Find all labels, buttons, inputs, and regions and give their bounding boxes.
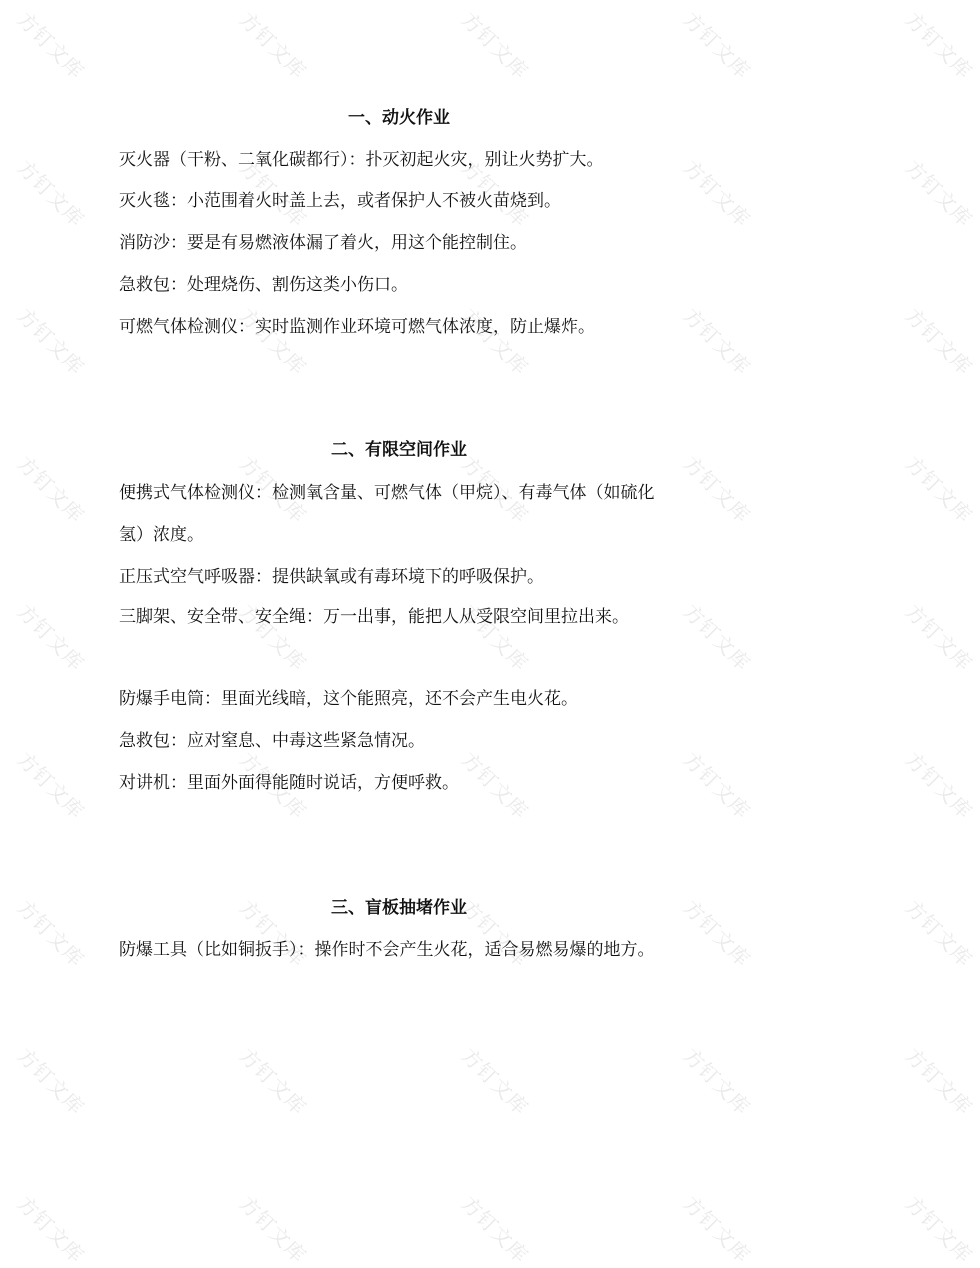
watermark-text: 方钉文库 — [234, 303, 312, 380]
list-item: 三脚架、安全带、安全绳：万一出事，能把人从受限空间里拉出来。 — [119, 607, 629, 627]
watermark-text: 方钉文库 — [900, 747, 978, 824]
watermark-text: 方钉文库 — [12, 895, 90, 972]
watermark-text: 方钉文库 — [456, 155, 534, 232]
list-item: 灭火毯：小范围着火时盖上去，或者保护人不被火苗烧到。 — [119, 191, 561, 211]
watermark-text: 方钉文库 — [456, 747, 534, 824]
list-item: 对讲机：里面外面得能随时说话，方便呼救。 — [119, 773, 459, 793]
watermark-text: 方钉文库 — [12, 1043, 90, 1120]
watermark-text: 方钉文库 — [12, 747, 90, 824]
list-item: 消防沙：要是有易燃液体漏了着火，用这个能控制住。 — [119, 233, 527, 253]
watermark-text: 方钉文库 — [12, 599, 90, 676]
watermark-text: 方钉文库 — [678, 1191, 756, 1268]
watermark-text: 方钉文库 — [900, 155, 978, 232]
list-item: 急救包：处理烧伤、割伤这类小伤口。 — [119, 275, 408, 295]
watermark-text: 方钉文库 — [456, 451, 534, 528]
watermark-text: 方钉文库 — [456, 1191, 534, 1268]
watermark-text: 方钉文库 — [456, 599, 534, 676]
watermark-text: 方钉文库 — [678, 155, 756, 232]
watermark-text: 方钉文库 — [456, 7, 534, 84]
watermark-text: 方钉文库 — [678, 7, 756, 84]
list-item: 可燃气体检测仪：实时监测作业环境可燃气体浓度，防止爆炸。 — [119, 317, 595, 337]
list-item: 防爆工具（比如铜扳手）：操作时不会产生火花，适合易燃易爆的地方。 — [119, 940, 655, 960]
list-item: 正压式空气呼吸器：提供缺氧或有毒环境下的呼吸保护。 — [119, 567, 544, 587]
watermark-text: 方钉文库 — [12, 155, 90, 232]
watermark-text: 方钉文库 — [456, 303, 534, 380]
section-title-hot-work: 一、动火作业 — [348, 108, 450, 128]
watermark-text: 方钉文库 — [12, 451, 90, 528]
watermark-text: 方钉文库 — [900, 451, 978, 528]
list-item: 便携式气体检测仪：检测氧含量、可燃气体（甲烷）、有毒气体（如硫化氢）浓度。 — [119, 483, 655, 545]
watermark-text: 方钉文库 — [900, 599, 978, 676]
list-item: 灭火器（干粉、二氧化碳都行）：扑灭初起火灾，别让火势扩大。 — [119, 150, 604, 170]
watermark-text: 方钉文库 — [678, 895, 756, 972]
watermark-text: 方钉文库 — [678, 303, 756, 380]
watermark-text: 方钉文库 — [678, 747, 756, 824]
watermark-text: 方钉文库 — [900, 1043, 978, 1120]
watermark-text: 方钉文库 — [900, 303, 978, 380]
watermark-text: 方钉文库 — [234, 747, 312, 824]
watermark-text: 方钉文库 — [234, 1043, 312, 1120]
watermark-text: 方钉文库 — [900, 895, 978, 972]
watermark-text: 方钉文库 — [234, 155, 312, 232]
watermark-text: 方钉文库 — [234, 895, 312, 972]
watermark-text: 方钉文库 — [456, 1043, 534, 1120]
section-title-confined-space: 二、有限空间作业 — [331, 440, 467, 460]
watermark-text: 方钉文库 — [234, 451, 312, 528]
watermark-text: 方钉文库 — [678, 599, 756, 676]
watermark-text: 方钉文库 — [678, 1043, 756, 1120]
watermark-text: 方钉文库 — [234, 1191, 312, 1268]
watermark-text: 方钉文库 — [234, 7, 312, 84]
watermark-text: 方钉文库 — [456, 895, 534, 972]
watermark-text: 方钉文库 — [12, 7, 90, 84]
list-item: 急救包：应对窒息、中毒这些紧急情况。 — [119, 731, 425, 751]
watermark-text: 方钉文库 — [12, 303, 90, 380]
watermark-text: 方钉文库 — [900, 1191, 978, 1268]
watermark-text: 方钉文库 — [900, 7, 978, 84]
section-title-blind-plate: 三、盲板抽堵作业 — [331, 898, 467, 918]
list-item: 防爆手电筒：里面光线暗，这个能照亮，还不会产生电火花。 — [119, 689, 578, 709]
watermark-text: 方钉文库 — [234, 599, 312, 676]
watermark-text: 方钉文库 — [12, 1191, 90, 1268]
watermark-text: 方钉文库 — [678, 451, 756, 528]
